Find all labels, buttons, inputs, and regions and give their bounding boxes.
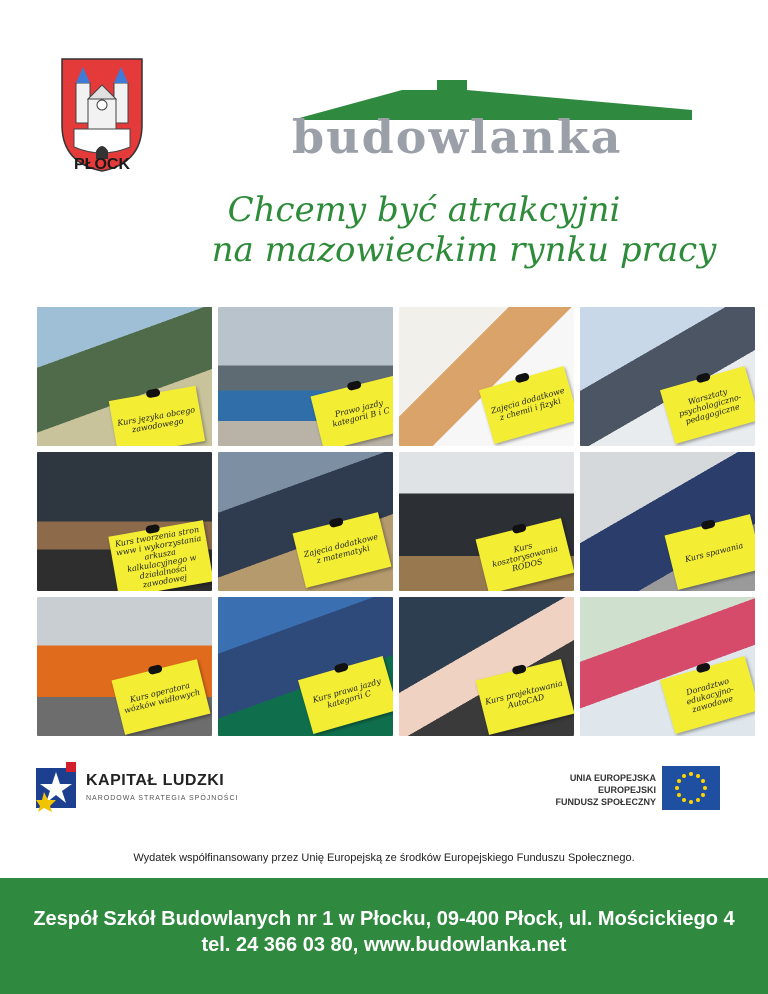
- kapital-ludzki-title: KAPITAŁ LUDZKI: [86, 772, 225, 789]
- slogan-line-1: Chcemy być atrakcyjni: [227, 190, 621, 230]
- sticky-note: Kurs operatora wózków widłowych: [112, 659, 211, 735]
- crest-city-label: PŁOCK: [74, 156, 130, 173]
- slogan-line-2: na mazowieckim rynku pracy: [211, 230, 717, 270]
- eu-line-2: EUROPEJSKI: [597, 785, 656, 795]
- photo-tile-forklift: [37, 597, 212, 736]
- kapital-ludzki-logo-icon: [36, 762, 80, 812]
- photo-tile-cost-estimation: [399, 452, 574, 591]
- sticky-note: Kurs spawania: [665, 514, 755, 590]
- eu-line-3: FUNDUSZ SPOŁECZNY: [555, 797, 656, 807]
- cofinancing-disclaimer: Wydatek współfinansowany przez Unię Europejską ze środków Europejskiego Funduszu Społecznego.: [133, 852, 635, 864]
- photo-tile-welding: [580, 452, 755, 591]
- sticky-note: Kurs tworzenia stron www i wykorzystania arkusza kalkulacyjnego w działalności zawodowej: [108, 520, 212, 591]
- photo-tile-autocad: [399, 597, 574, 736]
- footer-address: Zespół Szkół Budowlanych nr 1 w Płocku, 09-400 Płock, ul. Mościckiego 4: [33, 908, 735, 930]
- sticky-note: Kurs języka obcego zawodowego: [109, 386, 205, 446]
- sticky-note: Doradztwo edukacyjno-zawodowe: [660, 656, 755, 734]
- eu-fund-text: [540, 772, 656, 808]
- eu-line-1: UNIA EUROPEJSKA: [569, 773, 656, 783]
- sticky-note: Kurs prawa jazdy kategorii C: [298, 656, 393, 734]
- eu-flag-icon: [662, 766, 720, 810]
- photo-tile-math: [218, 452, 393, 591]
- brand-logo-text: budowlanka: [292, 110, 623, 164]
- sticky-note: Warsztaty psychologiczno-pedagogiczne: [660, 366, 755, 444]
- sticky-note: Zajęcia dodatkowe z matematyki: [293, 512, 392, 588]
- footer-contact: tel. 24 366 03 80, www.budowlanka.net: [201, 934, 567, 956]
- sticky-note: Zajęcia dodatkowe z chemii i fizyki: [479, 366, 574, 444]
- sticky-note: Prawo jazdy kategorii B i C: [311, 375, 393, 446]
- photo-tile-language: [37, 307, 212, 446]
- photo-tile-counseling: [580, 597, 755, 736]
- sticky-note: Kurs kosztorysowania RODOS: [476, 518, 574, 591]
- photo-tile-workshops: [580, 307, 755, 446]
- footer-band: [0, 878, 768, 994]
- photo-tile-driving-c: [218, 597, 393, 736]
- photo-tile-chemistry: [399, 307, 574, 446]
- sticky-note: Kurs projektowania AutoCAD: [476, 659, 574, 735]
- course-photo-grid: [37, 307, 760, 737]
- photo-tile-web: [37, 452, 212, 591]
- kapital-ludzki-subtitle: NARODOWA STRATEGIA SPÓJNOŚCI: [86, 795, 239, 802]
- photo-tile-driving-license: [218, 307, 393, 446]
